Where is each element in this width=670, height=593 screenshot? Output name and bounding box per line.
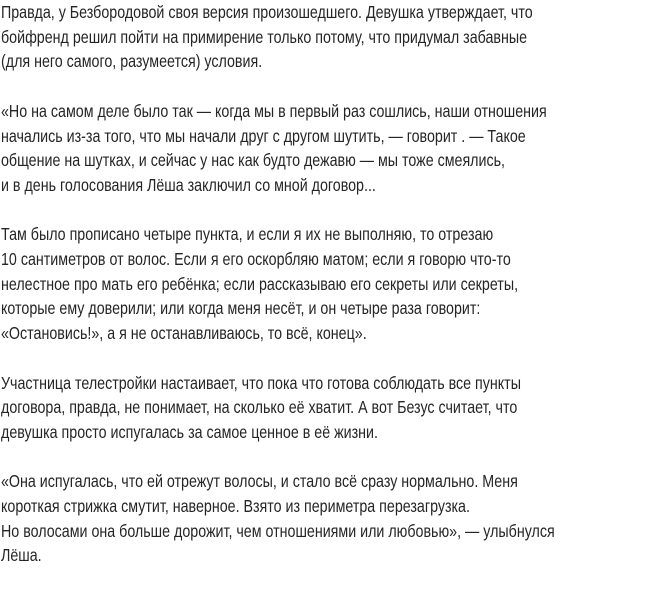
text-line: 10 сантиметров от волос. Если я его оскорбляю матом; если я говорю что-то — [1, 249, 511, 269]
paragraph-2-quote — [1, 99, 669, 198]
text-line: нелестное про мать его ребёнка; если рассказываю его секреты или секреты, — [1, 273, 519, 294]
text-line: Участница телестройки настаивает, что пока что готова соблюдать все пункты — [1, 372, 521, 393]
text-line: «Но на самом деле было так — когда мы в первый раз сошлись, наши отношения — [1, 100, 547, 121]
text-line: короткая стрижка смутит, наверное. Взято из периметра перезагрузка. — [1, 496, 470, 516]
text-line: общение на шутках, и сейчас у нас как будто дежавю — мы тоже смеялись, — [1, 150, 506, 171]
text-line: «Остановись!», а я не останавливаюсь, то всё, конец». — [1, 323, 367, 344]
text-line: «Она испугалась, что ей отрежут волосы, и стало всё сразу нормально. Меня — [1, 471, 518, 492]
text-line: девушка просто испугалась за самое ценное в её жизни. — [1, 421, 378, 442]
text-line: Но волосами она больше дорожит, чем отношениями или любовью», — улыбнулся — [1, 520, 555, 541]
text-line: (для него самого, разумеется) условия. — [1, 51, 263, 72]
text-line: и в день голосования Лёша заключил со мной договор... — [1, 174, 376, 195]
paragraph-4 — [1, 371, 669, 445]
article-body — [1, 0, 669, 593]
text-line: бойфренд решил пойти на примирение только потому, что придумал забавные — [1, 26, 528, 47]
text-line: договора, правда, не понимает, на сколько её хватит. А вот Безус считает, что — [1, 397, 518, 418]
paragraph-1 — [1, 0, 669, 74]
text-line: которые ему доверили; или когда меня несёт, и он четыре раза говорит: — [1, 298, 481, 319]
text-line: начались из-за того, что мы начали друг с другом шутить, — говорит . — Такое — [1, 125, 526, 146]
text-line: Там было прописано четыре пункта, и если я их не выполняю, то отрезаю — [1, 224, 494, 245]
text-line: Правда, у Безбородовой своя версия произошедшего. Девушка утверждает, что — [1, 2, 533, 22]
paragraph-3 — [1, 222, 669, 346]
paragraph-5-quote — [1, 469, 669, 568]
text-line: Лёша. — [1, 545, 42, 566]
